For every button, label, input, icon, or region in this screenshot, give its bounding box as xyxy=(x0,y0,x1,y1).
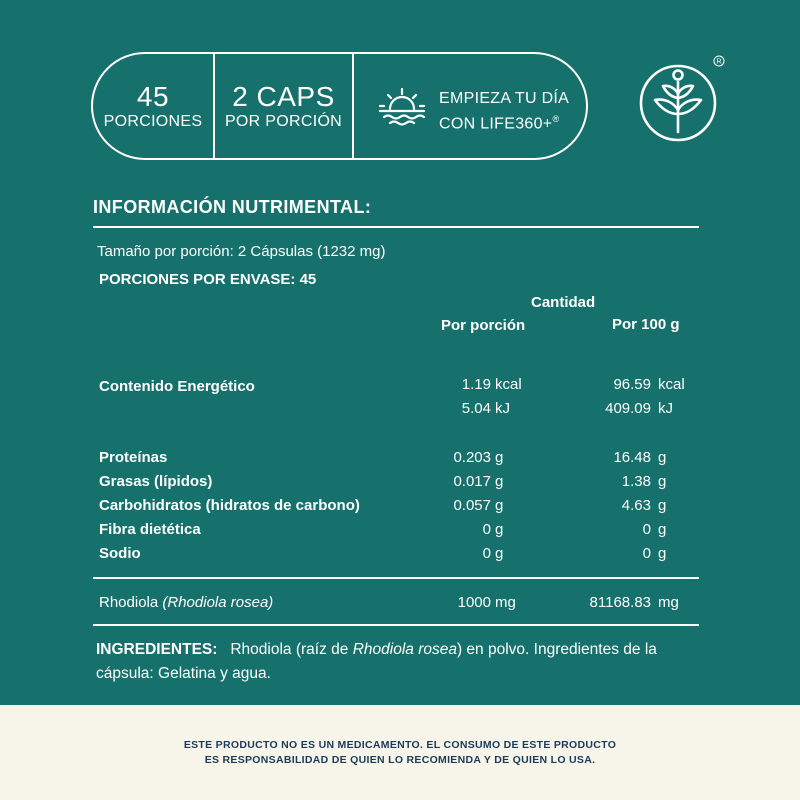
disclaimer-line2: ES RESPONSABILIDAD DE QUIEN LO RECOMIENDA Y DE QUIEN LO USA. xyxy=(204,754,596,766)
disclaimer-line1: ESTE PRODUCTO NO ES UN MEDICAMENTO. EL CONSUMO DE ESTE PRODUCTO xyxy=(183,739,617,751)
ingredients-line1 xyxy=(96,641,657,659)
badge-divider xyxy=(352,52,354,160)
energy-kcal-100g: 96.59 xyxy=(613,376,651,393)
nutrient-per100: 16.48 xyxy=(613,449,651,466)
svg-text:R: R xyxy=(716,58,722,66)
caps-cell xyxy=(215,82,352,132)
disclaimer-footer xyxy=(0,705,800,800)
nutrient-unit-100: g xyxy=(658,473,667,490)
nutrient-portion: 0.203 xyxy=(453,449,491,466)
nutrient-unit-100: g xyxy=(658,545,667,562)
nutrient-unit: g xyxy=(495,473,504,490)
tagline xyxy=(439,88,569,134)
ingredients-text: Rhodiola (raíz de xyxy=(230,641,353,658)
product-badge xyxy=(91,52,588,160)
energy-kcal-portion: 1.19 xyxy=(461,376,491,393)
nutrient-portion: 0.057 xyxy=(453,497,491,514)
energy-kcal-unit: kcal xyxy=(495,376,522,393)
ingredients-line2: cápsula: Gelatina y agua. xyxy=(96,665,271,682)
nutrition-title: INFORMACIÓN NUTRIMENTAL: xyxy=(93,197,372,217)
nutrient-unit-100: g xyxy=(658,497,667,514)
header-per-portion: Por porción xyxy=(441,317,526,334)
nutrient-unit: g xyxy=(495,545,504,562)
energy-label: Contenido Energético xyxy=(99,378,255,395)
rhodiola-unit: mg xyxy=(495,594,516,611)
registered-mark: ® xyxy=(552,114,560,124)
nutrient-unit: g xyxy=(495,449,504,466)
caps-number: 2 CAPS xyxy=(232,81,335,112)
nutrient-unit-100: g xyxy=(658,521,667,538)
portions-label: PORCIONES xyxy=(103,113,203,130)
nutrient-label: Fibra dietética xyxy=(99,521,201,538)
leaf-plant-logo-icon xyxy=(639,52,729,142)
nutrient-unit: g xyxy=(495,497,504,514)
portions-cell xyxy=(93,82,213,132)
rhodiola-per100: 81168.83 xyxy=(589,594,651,611)
divider xyxy=(93,226,699,228)
ingredients-label: INGREDIENTES: xyxy=(96,641,218,658)
energy-kj-100g: 409.09 xyxy=(605,400,651,417)
energy-kcal-unit-100g: kcal xyxy=(658,376,685,393)
ingredients-scientific-name: Rhodiola rosea xyxy=(352,641,457,658)
portions-number: 45 xyxy=(136,81,170,112)
header-quantity: Cantidad xyxy=(531,294,596,311)
nutrient-label: Sodio xyxy=(99,545,141,562)
energy-kj-portion: 5.04 xyxy=(461,400,491,417)
nutrient-portion: 0 xyxy=(482,545,491,562)
rhodiola-portion: 1000 xyxy=(457,594,491,611)
tagline-line1: EMPIEZA TU DÍA xyxy=(439,90,570,107)
nutrient-per100: 1.38 xyxy=(621,473,651,490)
nutrient-label: Carbohidratos (hidratos de carbono) xyxy=(99,497,360,514)
rhodiola-scientific-name: (Rhodiola rosea) xyxy=(162,594,274,611)
caps-label: POR PORCIÓN xyxy=(224,113,343,130)
divider xyxy=(93,624,699,626)
serving-size: Tamaño por porción: 2 Cápsulas (1232 mg) xyxy=(97,243,386,260)
nutrient-per100: 0 xyxy=(642,521,651,538)
header-per-100g: Por 100 g xyxy=(612,316,680,333)
sunrise-icon xyxy=(376,87,428,127)
rhodiola-name: Rhodiola xyxy=(99,594,163,611)
rhodiola-label xyxy=(99,594,273,611)
nutrient-per100: 0 xyxy=(642,545,651,562)
nutrient-unit-100: g xyxy=(658,449,667,466)
energy-kj-unit-100g: kJ xyxy=(658,400,673,417)
nutrient-portion: 0 xyxy=(482,521,491,538)
rhodiola-unit-100: mg xyxy=(658,594,679,611)
servings-per-container: PORCIONES POR ENVASE: 45 xyxy=(99,271,317,288)
divider xyxy=(93,577,699,579)
nutrient-portion: 0.017 xyxy=(453,473,491,490)
nutrient-per100: 4.63 xyxy=(621,497,651,514)
energy-kj-unit: kJ xyxy=(495,400,510,417)
nutrient-unit: g xyxy=(495,521,504,538)
tagline-line2: CON LIFE360+ xyxy=(439,115,553,133)
nutrient-label: Proteínas xyxy=(99,449,168,466)
ingredients-text: ) en polvo. Ingredientes de la xyxy=(456,641,657,658)
nutrient-label: Grasas (lípidos) xyxy=(99,473,213,490)
